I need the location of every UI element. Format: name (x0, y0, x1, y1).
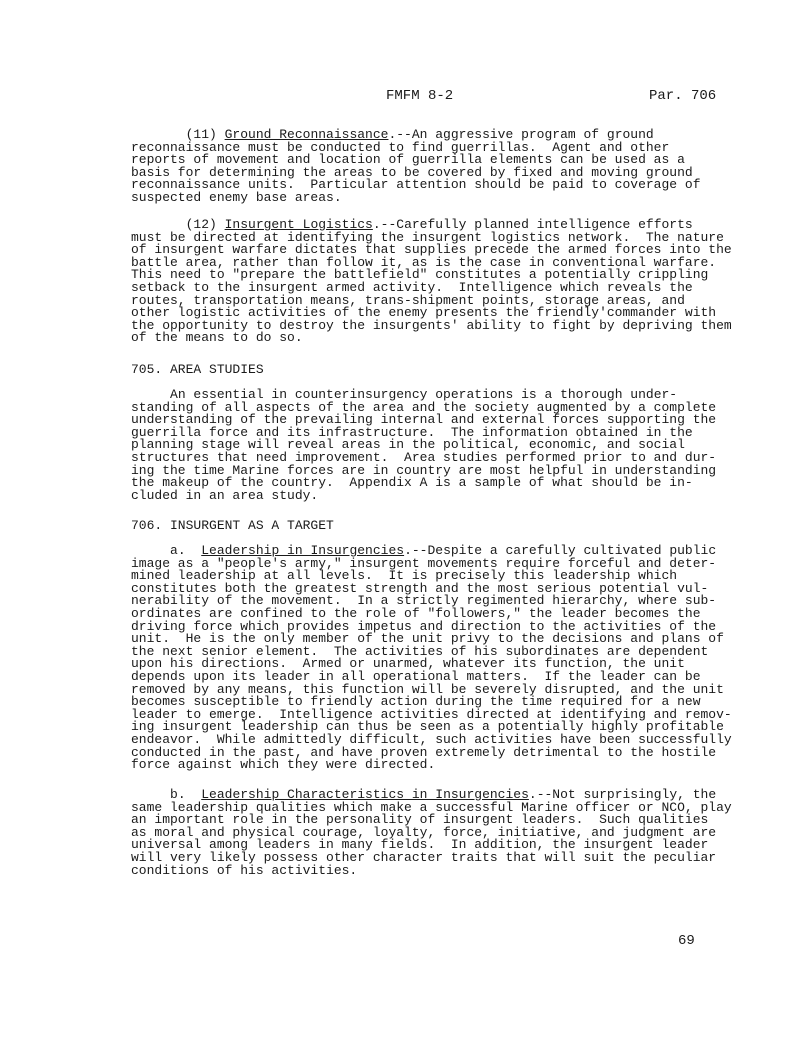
text-line: ordinates are confined to the role of "followers," the leader becomes the (131, 605, 701, 621)
text-line: of insurgent warfare dictates that supplies precede the armed forces into the (131, 242, 732, 258)
text-line: This need to "prepare the battlefield" constitutes a potentially crippling (131, 267, 709, 283)
text-line: leader to emerge. Intelligence activities directed at identifying and remov- (131, 706, 732, 722)
text-line: setback to the insurgent armed activity. Intelligence which reveals the (131, 279, 693, 295)
paragraph-ref-header: Par. 706 (649, 88, 717, 104)
text-line: upon his directions. Armed or unarmed, whatever its function, the unit (131, 656, 685, 672)
text-line: an important role in the personality of insurgent leaders. Such qualities (131, 812, 709, 828)
paragraph-12 (131, 219, 731, 345)
text-line: .--An aggressive program of ground (388, 127, 654, 142)
text-line: ing the time Marine forces are in country are most helpful in understanding (131, 462, 717, 478)
text-line: image as a "people's army," insurgent movements require forceful and deter- (131, 555, 717, 571)
section-705-body (131, 389, 731, 502)
text-line: conducted in the past, and have proven extremely detrimental to the hostile (131, 744, 717, 760)
text-line: basis for determining the areas to be covered by fixed and moving ground (131, 164, 693, 180)
text-line: unit. He is the only member of the unit privy to the decisions and plans of (131, 631, 724, 647)
text-line: suspected enemy base areas. (131, 189, 342, 205)
text-line: will very likely possess other character traits that will suit the peculiar (131, 849, 717, 865)
text-line: guerrilla force and its infrastructure. The information obtained in the (131, 424, 693, 440)
paragraph-12-number: (12) (185, 217, 225, 232)
text-line: the opportunity to destroy the insurgents' ability to fight by depriving them (131, 317, 732, 333)
para-a-title: Leadership in Insurgencies (201, 543, 405, 558)
text-line: of the means to do so. (131, 330, 303, 346)
text-line: driving force which provides impetus and direction to the activities of the (131, 618, 717, 634)
text-line: universal among leaders in many fields. In addition, the insurgent leader (131, 837, 709, 853)
text-line: .--Carefully planned intelligence efforts (372, 217, 693, 232)
page-number: 69 (678, 933, 695, 949)
text-line: mined leadership at all levels. It is precisely this leadership which (131, 568, 678, 584)
text-line: understanding of the prevailing internal and external forces supporting the (131, 412, 717, 428)
text-line: standing of all aspects of the area and the society augmented by a complete (131, 399, 717, 415)
text-line: constitutes both the greatest strength and the most serious potential vul- (131, 580, 709, 596)
text-line: .--Not surprisingly, the (528, 787, 717, 802)
text-line: the next senior element. The activities of his subordinates are dependent (131, 643, 709, 659)
text-line: the makeup of the country. Appendix A is a sample of what should be in- (131, 475, 693, 491)
text-line: nerability of the movement. In a strictly regimented hierarchy, where sub- (131, 593, 717, 609)
text-line: An essential in counterinsurgency operations is a thorough under- (170, 387, 678, 402)
doc-id-header: FMFM 8-2 (386, 88, 454, 104)
paragraph-11-title: Ground Reconnaissance (224, 127, 389, 142)
text-line: routes, transportation means, trans-shipment points, storage areas, and (131, 292, 685, 308)
text-line: becomes susceptible to friendly action during the time required for a new (131, 694, 701, 710)
section-706-heading: 706. INSURGENT AS A TARGET (131, 518, 334, 533)
para-b-title: Leadership Characteristics in Insurgencies (201, 787, 529, 802)
text-line: battle area, rather than follow it, as is the case in conventional warfare. (131, 254, 717, 270)
text-line: reconnaissance must be conducted to find guerrillas. Agent and other (131, 139, 670, 155)
section-706-para-b (131, 789, 731, 877)
text-line: same leadership qualities which make a successful Marine officer or NCO, play (131, 799, 732, 815)
para-b-letter: b. (170, 787, 202, 802)
paragraph-12-title: Insurgent Logistics (224, 217, 373, 232)
text-line: reconnaissance units. Particular attention should be paid to coverage of (131, 177, 701, 193)
text-line: ing insurgent leadership can thus be seen as a potentially highly profitable (131, 719, 724, 735)
section-705-heading: 705. AREA STUDIES (131, 362, 264, 377)
section-706-para-a (131, 545, 731, 772)
text-line: removed by any means, this function will be severely disrupted, and the unit (131, 681, 724, 697)
text-line: force against which they were directed. (131, 757, 436, 773)
text-line: depends upon its leader in all operational matters. If the leader can be (131, 668, 701, 684)
paragraph-11-number: (11) (185, 127, 225, 142)
text-line: reports of movement and location of guerrilla elements can be used as a (131, 152, 685, 168)
text-line: cluded in an area study. (131, 487, 319, 503)
text-line: must be directed at identifying the insurgent logistics network. The nature (131, 229, 724, 245)
text-line: conditions of his activities. (131, 862, 358, 878)
text-line: endeavor. While admittedly difficult, such activities have been successfully (131, 731, 732, 747)
text-line: planning stage will reveal areas in the political, economic, and social (131, 437, 685, 453)
text-line: .--Despite a carefully cultivated public (404, 543, 717, 558)
text-line: structures that need improvement. Area studies performed prior to and dur- (131, 449, 717, 465)
text-line: other logistic activities of the enemy presents the friendly'commander with (131, 305, 717, 321)
text-line: as moral and physical courage, loyalty, force, initiative, and judgment are (131, 824, 717, 840)
para-a-letter: a. (170, 543, 202, 558)
paragraph-11 (131, 129, 731, 205)
